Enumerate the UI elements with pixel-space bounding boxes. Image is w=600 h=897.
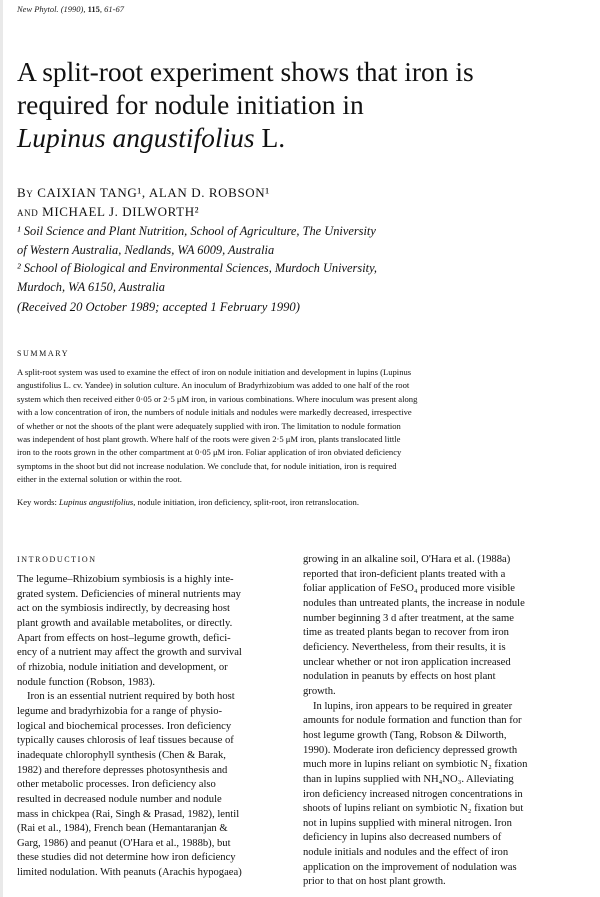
summary-line: symptoms in the shoot but did not increase nodulation. We conclude that, for nodule initiation, iron is required — [17, 460, 397, 471]
body-line: In lupins, iron appears to be required in greater — [313, 700, 513, 712]
body-line: typically causes chlorosis of leaf tissues because of — [17, 735, 234, 747]
journal-header — [17, 4, 124, 14]
summary-line: A split-root system was used to examine the effect of iron on nodule initiation and development in lupins (Lupinus — [17, 367, 412, 377]
summary-line: with a low concentration of iron, the numbers of nodule initials and nodules were markedly decreased, irrespective — [17, 407, 412, 418]
body-line: shoots of lupins reliant on symbiotic N₂ fixation but — [303, 803, 524, 815]
body-line: plant growth and available metabolites, or directly. — [17, 617, 233, 629]
body-line: The legume–Rhizobium symbiosis is a highly inte- — [17, 574, 234, 585]
summary-line: was independent of host plant growth. Where half of the roots were given 2·5 μM iron, plants translocated little — [17, 434, 401, 445]
body-line: than in lupins supplied with NH₄NO₃. Alleviating — [303, 773, 514, 785]
body-line: reported that iron-deficient plants treated with a — [303, 568, 506, 580]
body-line: prior to that on host plant growth. — [303, 876, 446, 888]
body-line: unclear whether or not iron application increased — [303, 656, 511, 668]
body-line: number beginning 3 d after treatment, at the same — [303, 612, 514, 624]
body-line: ency of a nutrient may affect the growth and survival — [17, 647, 242, 659]
left-column — [17, 573, 299, 881]
title-authority: L. — [254, 122, 286, 153]
title-line-3 — [17, 121, 587, 154]
keywords-label: Key words: — [17, 497, 60, 507]
journal-volume: 115 — [87, 4, 100, 14]
body-line: not in lupins supplied with mineral nitrogen. Iron — [303, 817, 512, 829]
body-line: nodule function (Robson, 1983). — [17, 676, 155, 688]
received-dates: (Received 20 October 1989; accepted 1 February 1990) — [17, 300, 300, 314]
body-line: grated system. Deficiencies of mineral nutrients may — [17, 588, 241, 600]
body-line: nodules than untreated plants, the increase in nodule — [303, 597, 525, 609]
keywords — [17, 497, 359, 507]
journal-year: (1990), — [58, 4, 88, 14]
body-line: time as treated plants began to recover from iron — [303, 627, 509, 639]
body-line: limited nodulation. With peanuts (Arachis hypogaea) — [17, 867, 242, 879]
body-line: these studies did not determine how iron deficiency — [17, 852, 236, 864]
body-line: of rhizobia, nodule initiation and development, or — [17, 661, 228, 673]
body-line: (Rai et al., 1984), French bean (Hemantaranjan & — [17, 823, 228, 835]
body-line: 1982) and therefore depresses photosynthesis and — [17, 764, 228, 776]
body-line: iron deficiency increased nitrogen concentrations in — [303, 788, 523, 800]
body-line: Iron is an essential nutrient required by both host — [27, 691, 235, 703]
affiliation-line: Murdoch, WA 6150, Australia — [17, 279, 165, 294]
body-line: resulted in decreased nodule number and nodule — [17, 793, 222, 805]
body-line: act on the symbiosis indirectly, by decreasing host — [17, 603, 230, 615]
body-line: growth. — [303, 685, 336, 697]
journal-pages: , 61-67 — [99, 4, 124, 14]
body-line: host legume growth (Tang, Robson & Dilworth, — [303, 729, 507, 741]
body-line: deficiency. Nevertheless, from their results, it is — [303, 641, 506, 653]
body-line: mass in chickpea (Rai, Singh & Prasad, 1982), lentil — [17, 808, 240, 820]
body-line: nodule initials and nodules and the effect of iron — [303, 847, 509, 859]
body-line: logical and biochemical processes. Iron deficiency — [17, 720, 232, 732]
body-line: other metabolic processes. Iron deficiency also — [17, 779, 216, 791]
body-line: Apart from effects on host–legume growth, defici- — [17, 632, 231, 644]
authors-line-1: CAIXIAN TANG¹, ALAN D. ROBSON¹ — [33, 185, 270, 200]
summary-heading: SUMMARY — [17, 349, 70, 358]
introduction-heading: INTRODUCTION — [17, 555, 97, 564]
body-line: Garg, 1986) and peanut (O'Hara et al., 1988b), but — [17, 837, 231, 849]
affiliation-line: ¹ Soil Science and Plant Nutrition, School of Agriculture, The University — [17, 224, 376, 238]
authors-by: By — [17, 185, 34, 200]
paper-title — [17, 55, 587, 154]
summary-line: of whether or not the shoots of the plant were adequately supplied with iron. The limitation to nodule formation — [17, 420, 401, 431]
summary-line: angustifolius L. cv. Yandee) in solution culture. An inoculum of Bradyrhizobium was added to one half of the root — [17, 380, 410, 391]
title-species: Lupinus angustifolius — [17, 122, 255, 153]
summary-line: system which then received either 0·05 or 2·5 μM iron, in various combinations. Where inoculum was present along — [17, 393, 418, 404]
authors-line-2: MICHAEL J. DILWORTH² — [38, 204, 200, 219]
keywords-list: , nodule initiation, iron deficiency, split-root, iron retranslocation. — [133, 497, 359, 507]
journal-name: New Phytol. — [17, 4, 59, 14]
summary-text — [17, 366, 589, 487]
affiliation-line: ² School of Biological and Environmental Sciences, Murdoch University, — [17, 261, 377, 275]
body-line: nodulation in peanuts by effects on host plant — [303, 671, 496, 683]
title-line-1: A split-root experiment shows that iron is — [17, 56, 474, 87]
right-column — [303, 553, 585, 890]
body-line: application on the improvement of nodulation was — [303, 861, 517, 873]
title-line-2: required for nodule initiation in — [17, 89, 364, 120]
body-line: legume and bradyrhizobia for a range of physio- — [17, 705, 223, 717]
body-line: 1990). Moderate iron deficiency depressed growth — [303, 744, 518, 756]
affiliations — [17, 222, 577, 296]
body-line: amounts for nodule formation and function than for — [303, 715, 522, 727]
body-line: growing in an alkaline soil, O'Hara et al. (1988a) — [303, 554, 511, 565]
body-line: much more in lupins reliant on symbiotic N₂ fixation — [303, 759, 528, 771]
authors-and: and — [17, 204, 39, 219]
body-line: inadequate chlorophyll synthesis (Chen & Barak, — [17, 749, 226, 761]
summary-line: either in the external solution or within the root. — [17, 474, 182, 485]
keywords-species: Lupinus angustifolius — [59, 497, 134, 507]
body-line: foliar application of FeSO₄ produced more visible — [303, 583, 515, 595]
scan-edge — [0, 0, 3, 897]
author-list — [17, 183, 577, 221]
body-line: deficiency in lupins also decreased numbers of — [303, 832, 502, 844]
affiliation-line: of Western Australia, Nedlands, WA 6009, Australia — [17, 242, 275, 257]
summary-line: iron to the roots grown in the other compartment at 0·05 μM iron. Foliar application of iron obviated deficiency — [17, 447, 402, 458]
